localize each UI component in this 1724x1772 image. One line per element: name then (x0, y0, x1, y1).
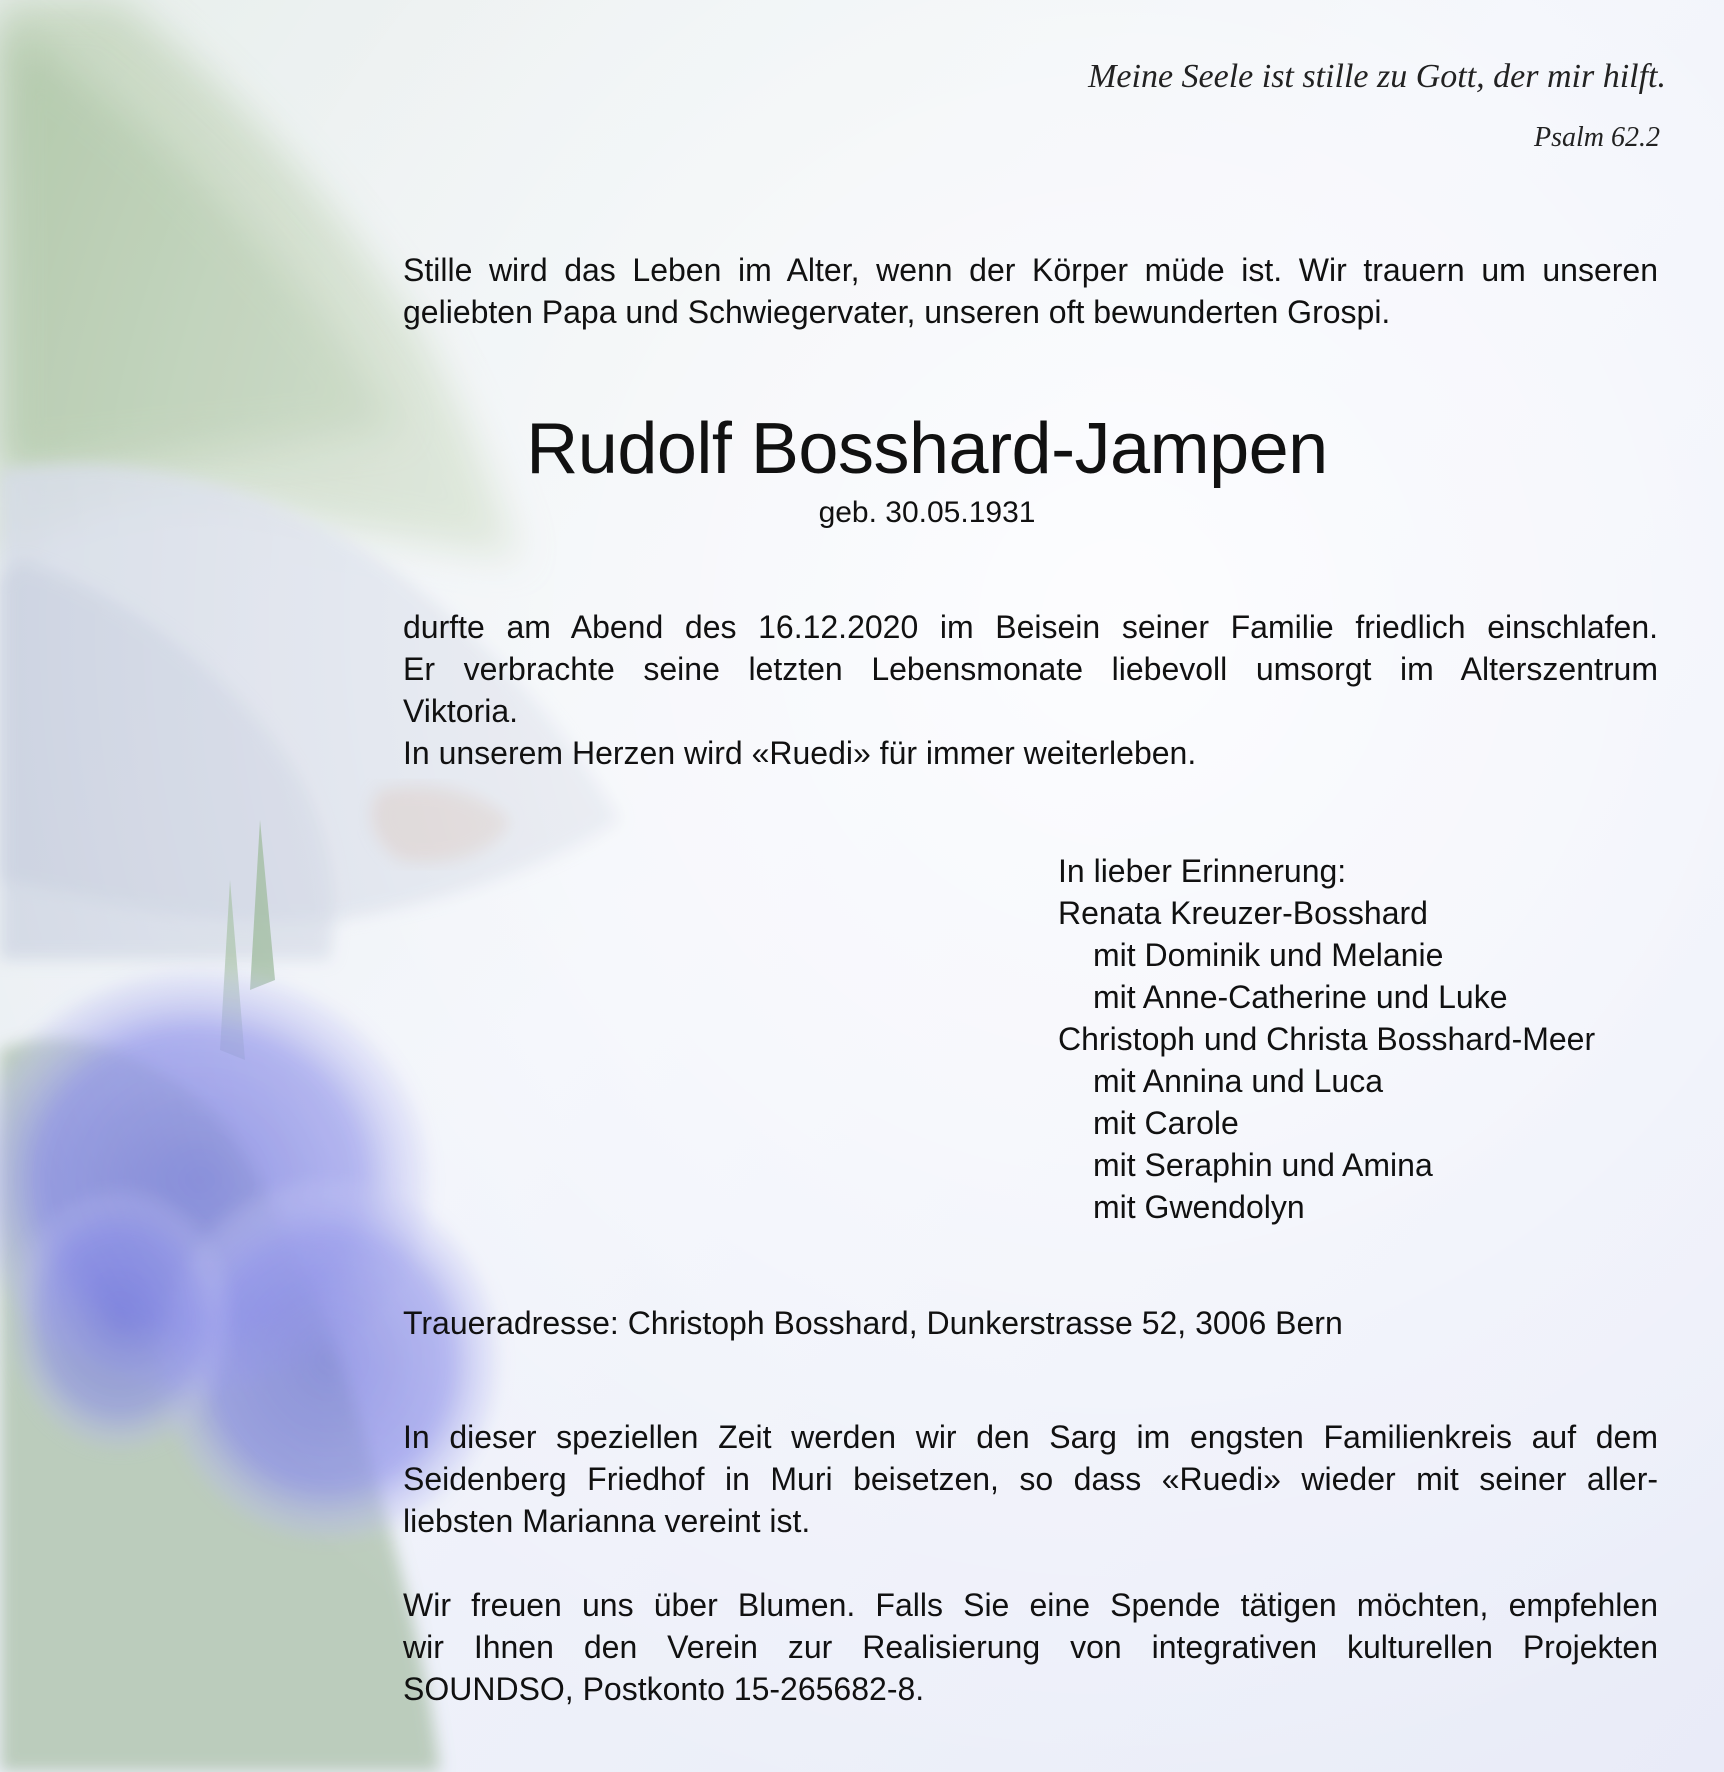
death-notice-line: Viktoria. (403, 693, 519, 729)
donation-line: wir Ihnen den Verein zur Realisierung von integrativen kulturellen Projekten (403, 1629, 1658, 1665)
intro-line: Stille wird das Leben im Alter, wenn der Körper müde ist. Wir trauern um unseren (403, 252, 1658, 288)
mourner-name: Renata Kreuzer-Bosshard (1058, 895, 1428, 931)
mourners-list (1058, 850, 1595, 1228)
mourners-heading: In lieber Erinnerung: (1058, 853, 1347, 889)
mourner-name: mit Carole (1093, 1105, 1239, 1141)
death-notice-line: durfte am Abend des 16.12.2020 im Beisein seiner Familie friedlich einschlafen. (403, 609, 1658, 645)
burial-line: In dieser speziellen Zeit werden wir den Sarg im engsten Familienkreis auf dem (403, 1419, 1658, 1455)
donation-line: Wir freuen uns über Blumen. Falls Sie eine Spende tätigen möchten, empfehlen (403, 1587, 1658, 1623)
mourner-name: mit Anne-Catherine und Luke (1093, 979, 1508, 1015)
mourner-name: mit Seraphin und Amina (1093, 1147, 1433, 1183)
intro-paragraph (403, 249, 1658, 333)
burial-paragraph (403, 1416, 1658, 1542)
death-notice-line: In unserem Herzen wird «Ruedi» für immer weiterleben. (403, 735, 1197, 771)
donation-line: SOUNDSO, Postkonto 15-265682-8. (403, 1671, 925, 1707)
mourner-name: mit Annina und Luca (1093, 1063, 1383, 1099)
mourner-name: mit Dominik und Melanie (1093, 937, 1444, 973)
death-notice-paragraph (403, 606, 1658, 774)
burial-line: Seidenberg Friedhof in Muri beisetzen, so dass «Ruedi» wieder mit seiner aller- (403, 1461, 1658, 1497)
burial-line: liebsten Marianna vereint ist. (403, 1503, 811, 1539)
mourner-name: Christoph und Christa Bosshard-Meer (1058, 1021, 1596, 1057)
deceased-name: Rudolf Bosshard-Jampen (526, 409, 1328, 489)
motto-quote: Meine Seele ist stille zu Gott, der mir hilft. (1088, 58, 1666, 95)
mourner-name: mit Gwendolyn (1093, 1189, 1305, 1225)
birth-date: geb. 30.05.1931 (818, 496, 1036, 529)
mourning-address: Traueradresse: Christoph Bosshard, Dunkerstrasse 52, 3006 Bern (403, 1305, 1343, 1341)
donation-paragraph (403, 1584, 1658, 1710)
intro-line: geliebten Papa und Schwiegervater, unseren oft bewunderten Grospi. (403, 294, 1391, 330)
death-notice-line: Er verbrachte seine letzten Lebensmonate liebevoll umsorgt im Alterszentrum (403, 651, 1658, 687)
motto-reference: Psalm 62.2 (1534, 122, 1660, 153)
